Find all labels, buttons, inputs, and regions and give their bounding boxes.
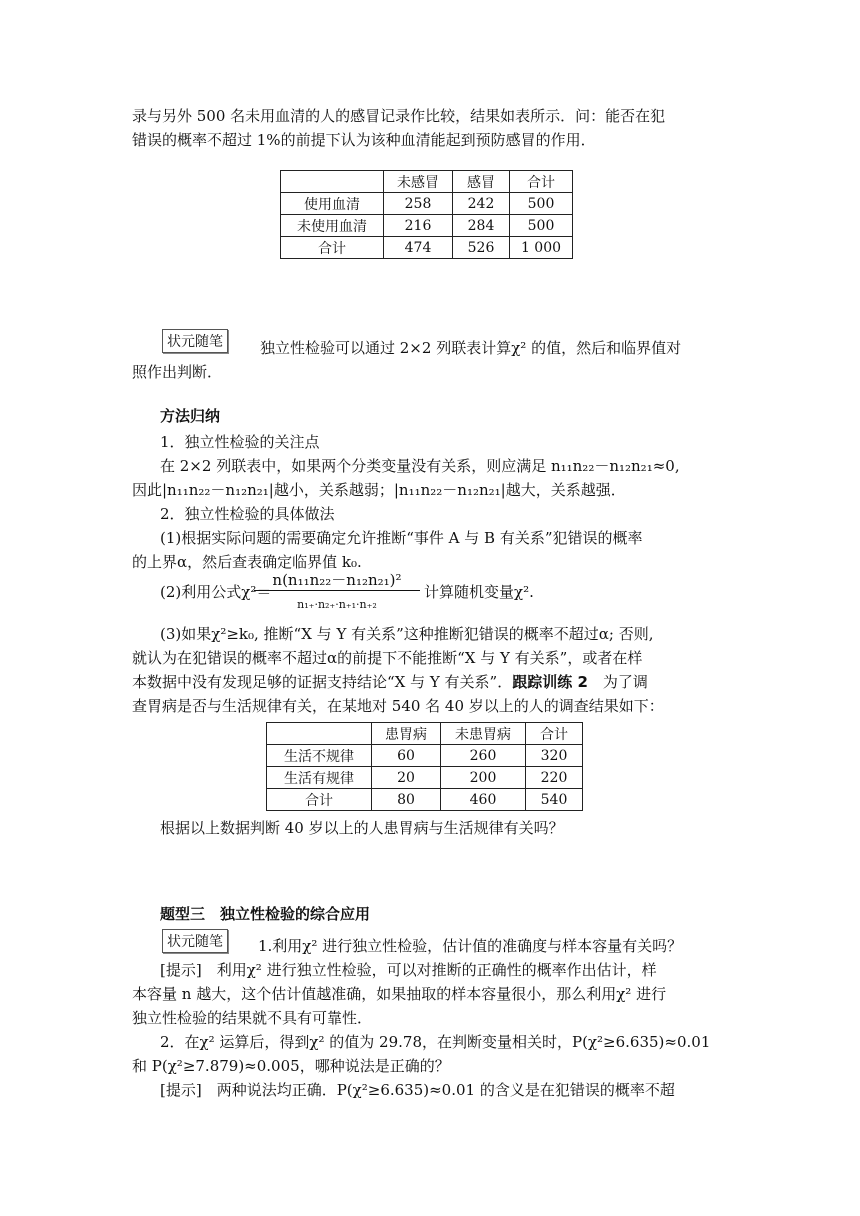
- stomach-disease-table: [266, 722, 583, 811]
- table-cell: [267, 723, 372, 745]
- table-cell: 242: [453, 193, 510, 215]
- table-cell: 474: [384, 237, 453, 259]
- table-row: [267, 767, 583, 789]
- section-3-question-2-line-2: 和 P(χ²≥7.879)≈0.005，哪种说法是正确的？: [132, 1057, 450, 1075]
- table-cell: 20: [372, 767, 441, 789]
- formula-suffix: 计算随机变量χ².: [424, 583, 534, 601]
- table-row: [281, 237, 573, 259]
- table-cell: 500: [510, 193, 573, 215]
- method-point-2-line-1: (1)根据实际问题的需要确定允许推断“事件 A 与 B 有关系”犯错误的概率: [160, 529, 643, 547]
- table-cell: 258: [384, 193, 453, 215]
- table-cell: 使用血清: [281, 193, 384, 215]
- question-2: 根据以上数据判断 40 岁以上的人患胃病与生活规律有关吗？: [160, 819, 564, 837]
- table-cell: 460: [441, 789, 526, 811]
- method-point-3-text: 本数据中没有发现足够的证据支持结论“X 与 Y 有关系”．: [132, 673, 513, 691]
- method-point-3-line-2: 就认为在犯错误的概率不超过α的前提下不能推断“X 与 Y 有关系”，或者在样: [132, 649, 643, 667]
- note-text-line-1: 独立性检验可以通过 2×2 列联表计算χ² 的值，然后和临界值对: [260, 339, 682, 357]
- section-3-answer-2-line-1: [提示] 两种说法均正确．P(χ²≥6.635)≈0.01 的含义是在犯错误的概率不超: [160, 1081, 675, 1099]
- method-point-3-line-4: 查胃病是否与生活规律有关，在某地对 540 名 40 岁以上的人的调查结果如下：: [132, 697, 664, 715]
- table-row: [281, 215, 573, 237]
- method-point-3-line-3: [132, 670, 732, 694]
- intro-line-1: 录与另外 500 名未用血清的人的感冒记录作比较，结果如表所示．问：能否在犯: [132, 107, 666, 125]
- table-row: [281, 193, 573, 215]
- table-cell: 80: [372, 789, 441, 811]
- intro-line-2: 错误的概率不超过 1%的前提下认为该种血清能起到预防感冒的作用．: [132, 131, 596, 149]
- table-cell: 感冒: [453, 171, 510, 193]
- table-cell: 1 000: [510, 237, 573, 259]
- table-cell: 216: [384, 215, 453, 237]
- table-cell: 生活不规律: [267, 745, 372, 767]
- formula-prefix: (2)利用公式χ²＝: [160, 583, 272, 601]
- section-3-answer-1-line-1: [提示] 利用χ² 进行独立性检验，可以对推断的正确性的概率作出估计，样: [160, 961, 657, 979]
- table-row: [267, 745, 583, 767]
- section-3-answer-1-line-3: 独立性检验的结果就不具有可靠性．: [132, 1009, 373, 1027]
- table-cell: 未患胃病: [441, 723, 526, 745]
- table-cell: 540: [526, 789, 583, 811]
- serum-cold-table: [280, 170, 573, 259]
- method-heading: 方法归纳: [160, 407, 221, 425]
- method-point-2-title: 2．独立性检验的具体做法: [160, 505, 335, 523]
- table-cell: 526: [453, 237, 510, 259]
- table-cell: 284: [453, 215, 510, 237]
- table-cell: 500: [510, 215, 573, 237]
- formula-numerator: n(n₁₁n₂₂－n₁₂n₂₁)²: [254, 570, 420, 591]
- exercise-label: 跟踪训练 2: [512, 673, 588, 691]
- method-point-1-line-1: 在 2×2 列联表中，如果两个分类变量没有关系，则应满足 n₁₁n₂₂－n₁₂n₂₁≈0,: [160, 457, 680, 475]
- table-cell: 未感冒: [384, 171, 453, 193]
- table-cell: 合计: [526, 723, 583, 745]
- table-header-row: [267, 723, 583, 745]
- table-cell: 合计: [510, 171, 573, 193]
- table-cell: 合计: [267, 789, 372, 811]
- section-3-answer-1-line-2: 本容量 n 越大，这个估计值越准确，如果抽取的样本容量很小，那么利用χ² 进行: [132, 985, 667, 1003]
- method-point-1-title: 1．独立性检验的关注点: [160, 433, 320, 451]
- method-point-3-line-1: (3)如果χ²≥k₀, 推断“X 与 Y 有关系”这种推断犯错误的概率不超过α; 否则,: [160, 625, 654, 643]
- section-3-heading: 题型三 独立性检验的综合应用: [160, 905, 371, 923]
- formula-denominator: n₁₊·n₂₊·n₊₁·n₊₂: [297, 598, 377, 611]
- table-cell: [281, 171, 384, 193]
- table-cell: 患胃病: [372, 723, 441, 745]
- table-cell: 220: [526, 767, 583, 789]
- method-point-2-line-2: 的上界α，然后查表确定临界值 k₀.: [132, 553, 362, 571]
- note-text-line-2: 照作出判断．: [132, 363, 223, 381]
- note-label-box: 状元随笔: [162, 329, 228, 353]
- table-header-row: [281, 171, 573, 193]
- table-row: [267, 789, 583, 811]
- table-cell: 320: [526, 745, 583, 767]
- table-cell: 未使用血清: [281, 215, 384, 237]
- table-cell: 合计: [281, 237, 384, 259]
- method-point-1-line-2: 因此|n₁₁n₂₂－n₁₂n₂₁|越小，关系越弱；|n₁₁n₂₂－n₁₂n₂₁|越大，关系越强．: [132, 481, 626, 499]
- table-cell: 200: [441, 767, 526, 789]
- note-label-box: 状元随笔: [162, 929, 228, 953]
- table-cell: 60: [372, 745, 441, 767]
- section-3-question-2-line-1: 2．在χ² 运算后，得到χ² 的值为 29.78，在判断变量相关时，P(χ²≥6.635)≈0.01: [160, 1033, 711, 1051]
- table-cell: 260: [441, 745, 526, 767]
- table-cell: 生活有规律: [267, 767, 372, 789]
- section-3-question-1: 1.利用χ² 进行独立性检验，估计值的准确度与样本容量有关吗？: [258, 937, 683, 955]
- method-point-3-text-tail: 为了调: [587, 673, 648, 691]
